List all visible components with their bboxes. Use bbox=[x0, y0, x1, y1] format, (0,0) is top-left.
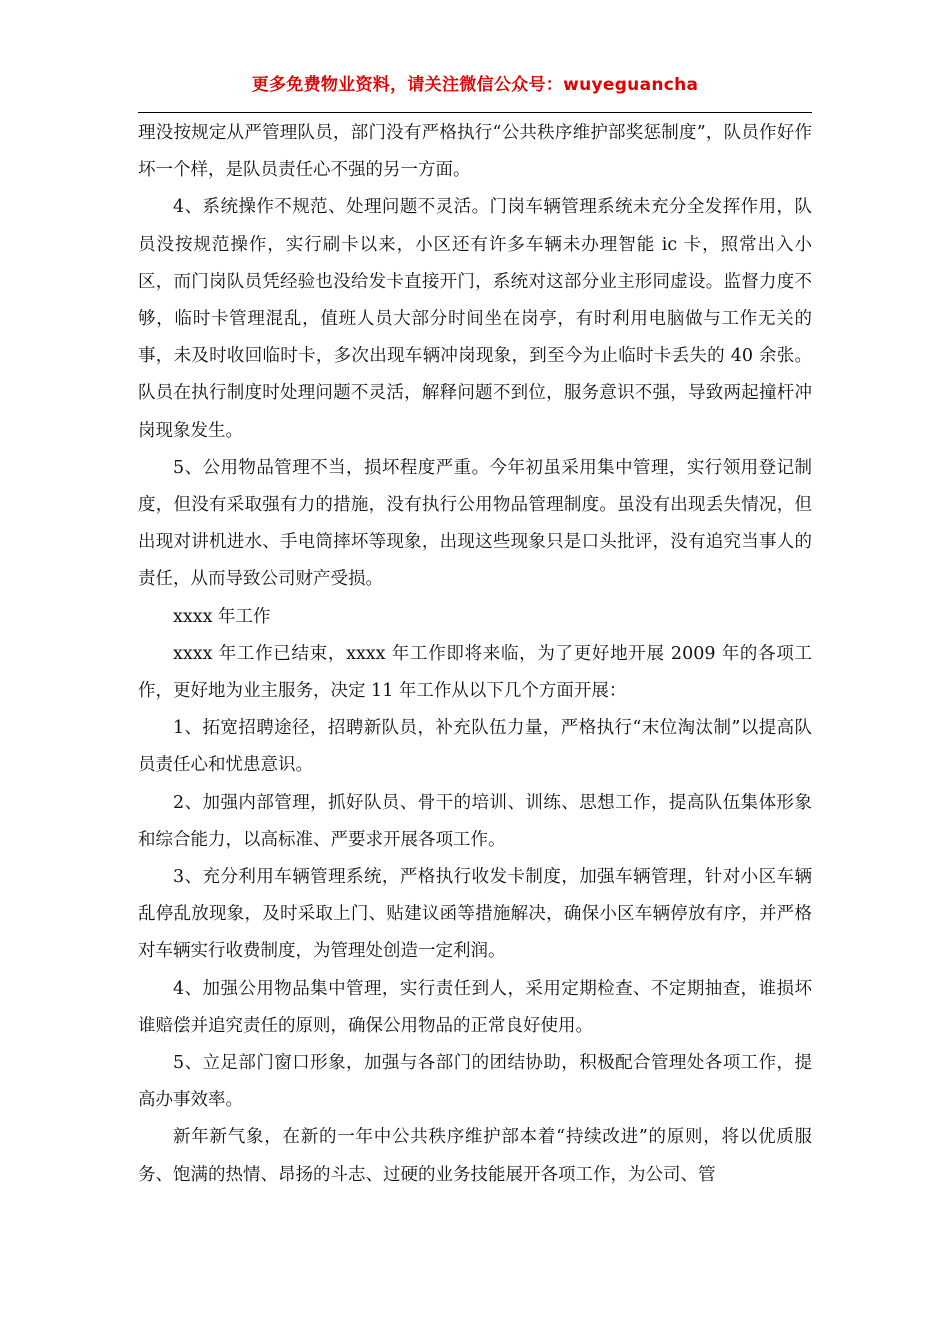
paragraph-closing: 新年新气象，在新的一年中公共秩序维护部本着“持续改进”的原则，将以优质服务、饱满的热情、昂扬的斗志、过硬的业务技能展开各项工作，为公司、管 bbox=[138, 1127, 812, 1185]
paragraph-plan-4: 4、加强公用物品集中管理，实行责任到人，采用定期检查、不定期抽查，谁损坏谁赔偿并追究责任的原则，确保公用物品的正常良好使用。 bbox=[138, 978, 812, 1036]
section-heading-next-year: xxxx 年工作 bbox=[173, 606, 271, 627]
paragraph-continuation: 理没按规定从严管理队员，部门没有严格执行“公共秩序维护部奖惩制度”，队员作好作坏一个样，是队员责任心不强的另一方面。 bbox=[138, 123, 812, 181]
header-promo-text: 更多免费物业资料，请关注微信公众号：wuyeguancha bbox=[251, 75, 699, 95]
paragraph-plan-2: 2、加强内部管理，抓好队员、骨干的培训、训练、思想工作，提高队伍集体形象和综合能力，以高标准、严要求开展各项工作。 bbox=[138, 792, 812, 850]
paragraph-issue-4: 4、系统操作不规范、处理问题不灵活。门岗车辆管理系统未充分全发挥作用，队员没按规范操作，实行刷卡以来，小区还有许多车辆未办理智能 ic 卡，照常出入小区，而门岗队员凭经验也没给发卡直接开门，系统对这部分业主形同虚设。监督力度不够，临时卡管理混乱，值班人员大部分时间坐在岗亭，有时利用电脑做与工作无关的事，未及时收回临时卡，多次出现车辆冲岗现象，到至今为止临时卡丢失的 40 余张。队员在执行制度时处理问题不灵活，解释问题不到位，服务意识不强，导致两起撞杆冲岗现象发生。 bbox=[138, 197, 812, 441]
paragraph-intro-plan: xxxx 年工作已结束，xxxx 年工作即将来临，为了更好地开展 2009 年的各项工作，更好地为业主服务，决定 11 年工作从以下几个方面开展： bbox=[138, 643, 812, 702]
paragraph-plan-5: 5、立足部门窗口形象，加强与各部门的团结协助，积极配合管理处各项工作，提高办事效率。 bbox=[138, 1053, 812, 1111]
paragraph-plan-3: 3、充分利用车辆管理系统，严格执行收发卡制度，加强车辆管理，针对小区车辆乱停乱放现象，及时采取上门、贴建议函等措施解决，确保小区车辆停放有序，并严格对车辆实行收费制度，为管理处创造一定利润。 bbox=[138, 867, 812, 962]
paragraph-plan-1: 1、拓宽招聘途径，招聘新队员，补充队伍力量，严格执行“末位淘汰制”以提高队员责任心和忧患意识。 bbox=[138, 718, 812, 776]
paragraph-issue-5: 5、公用物品管理不当，损坏程度严重。今年初虽采用集中管理，实行领用登记制度，但没有采取强有力的措施，没有执行公用物品管理制度。虽没有出现丢失情况，但出现对讲机进水、手电筒摔坏等现象，出现这些现象只是口头批评，没有追究当事人的责任，从而导致公司财产受损。 bbox=[138, 457, 812, 590]
document-body bbox=[138, 115, 812, 1194]
page-header bbox=[138, 60, 812, 113]
